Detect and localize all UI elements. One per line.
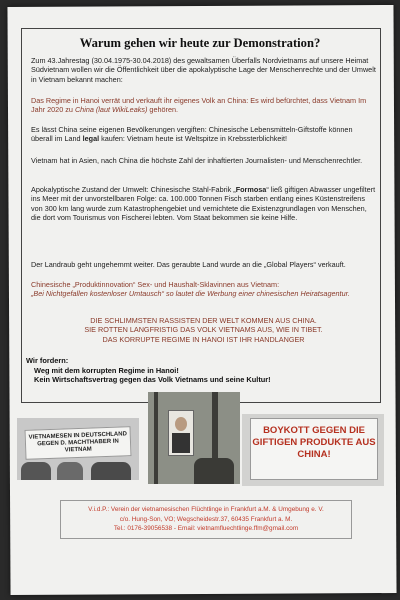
- crowd-figure: [91, 462, 131, 480]
- regime-text: Das Regime in Hanoi verrät und verkauft ihr eigenes Volk an China: Es wird befürchtet, dass Vietnam Im Jahr 2020 zu: [31, 96, 367, 115]
- imprint-footer: [60, 500, 352, 539]
- caps-line-3: DAS KORRUPTE REGIME IN HANOI IST IHR HANDLANGER: [102, 334, 305, 344]
- tree-trunk: [154, 392, 158, 484]
- protest-photo-left: [17, 418, 139, 480]
- regime-end-text: gehören.: [149, 105, 179, 115]
- env-text-b: “ ließ giftigen Abwasser ungefiltert ins Meer mit der unvorstellbaren Folge: ca. 100.000 Tonnen Fisch starben entlang eines Küstenstreifens von 300 km lang wurde zum Katastrophengebiet und vernichtete die Existenzgrundlagen von Menschen, die dort vom Tourismus von Fischerei lebten. Vom Staat bekommen sie keine Hilfe.: [31, 185, 376, 222]
- land-text: Der Landraub geht ungehemmt weiter. Das geraubte Land wurde an die „Global Players“ verkauft.: [31, 260, 346, 269]
- regime-china-text: China (laut WikiLeaks): [74, 105, 148, 115]
- demands-block: [26, 356, 376, 385]
- poison-paragraph: [31, 125, 376, 144]
- protest-banner-left: VIETNAMESEN IN DEUTSCHLAND GEGEN D. MACHTHABER IN VIETNAM: [25, 426, 132, 460]
- slaves-quote-text: „Bei Nichtgefallen kostenloser Umtausch“ so lautet die Werbung einer chinesischen Heiratsagentur.: [31, 289, 350, 299]
- demand-item-1: Weg mit dem korrupten Regime in Hanoi!: [34, 365, 179, 375]
- caps-line-1: DIE SCHLIMMSTEN RASSISTEN DER WELT KOMMEN AUS CHINA.: [90, 316, 317, 325]
- slaves-text: Chinesische „Produktinnovation“ Sex- und Haushalt-Sklavinnen aus Vietnam:: [31, 280, 280, 289]
- crowd-figure: [194, 458, 234, 484]
- intro-paragraph: [31, 56, 376, 84]
- boycott-banner: BOYKOTT GEGEN DIE GIFTIGEN PRODUKTE AUS CHINA!: [250, 418, 378, 480]
- prison-paragraph: [31, 156, 376, 165]
- caps-line-2: SIE ROTTEN LANGFRISTIG DAS VOLK VIETNAMS AUS, WIE IN TIBET.: [84, 325, 323, 335]
- portrait-suit: [172, 433, 190, 453]
- env-text-a: Apokalyptische Zustand der Umwelt: Chinesische Stahl-Fabrik „: [31, 185, 236, 194]
- prison-text: Vietnam hat in Asien, nach China die höchste Zahl der inhaftierten Journalisten- und Menschenrechtler.: [31, 156, 363, 165]
- flyer-title: Warum gehen wir heute zur Demonstration?: [79, 36, 321, 50]
- crowd-figure: [21, 462, 51, 480]
- protest-photo-middle: [148, 392, 240, 484]
- crowd-figure: [57, 462, 83, 480]
- slaves-paragraph: [31, 280, 376, 299]
- poison-text-b: kaufen: Vietnam heute ist Weltspitze in Krebssterblichkeit!: [101, 134, 288, 144]
- poison-text-a: Es lässt China seine eigenen Bevölkerungen vergiften: Chinesische Lebensmitteln-Giftstoffe können überall im Land: [31, 125, 353, 144]
- imprint-line-1: V.i.d.P.: Verein der vietnamesischen Flüchtlinge in Frankfurt a.M. & Umgebung e. V.: [88, 506, 324, 513]
- protest-photo-right: [242, 414, 384, 486]
- demands-heading: Wir fordern:: [26, 356, 69, 365]
- portrait-sign: [168, 410, 194, 456]
- demand-item-2: Kein Wirtschaftsvertrag gegen das Volk Vietnams und seine Kultur!: [34, 375, 271, 385]
- environment-paragraph: [31, 185, 376, 222]
- env-formosa-text: Formosa: [235, 185, 267, 194]
- regime-paragraph: [31, 96, 376, 115]
- caps-block: [31, 316, 376, 344]
- imprint-line-3: Tel.: 0176-39056538 - Email: vietnamfluechtlinge.ffm@gmail.com: [113, 525, 299, 533]
- poison-legal-text: legal: [82, 134, 100, 144]
- imprint-line-2: c/o. Hung-Son, VO; Wegscheidestr.37, 60435 Frankfurt a. M.: [119, 515, 293, 523]
- portrait-face: [175, 417, 187, 431]
- intro-text: Zum 43.Jahrestag (30.04.1975-30.04.2018) des gewaltsamen Überfalls Nordvietnams auf unsere Heimat Südvietnam wollen wir die Öffentlichkeit über die apokalyptische Lage der Menschenrechte und der Umwelt in Vietnam bekannt machen:: [31, 56, 376, 84]
- land-paragraph: [31, 260, 376, 269]
